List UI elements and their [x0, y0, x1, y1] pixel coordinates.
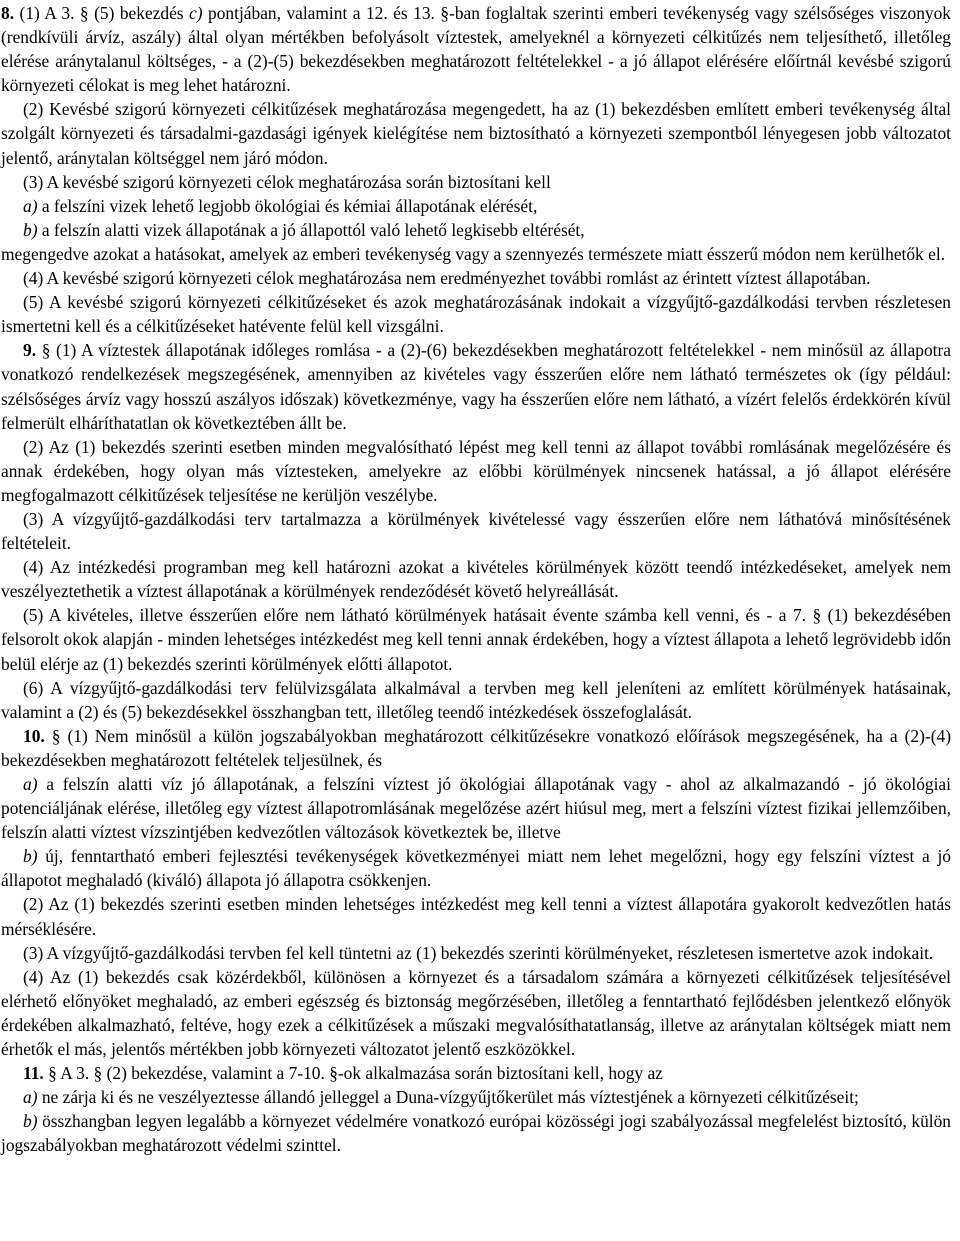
- section-9-paragraph-3: [1, 507, 951, 555]
- paragraph-text: (5) A kivételes, illetve ésszerűen előre nem látható körülmények hatásait évente számba kell venni, és - a 7. § (1) bekezdésében felsorolt okok alapján - minden lehetséges intézkedést meg kell tenni annak érdekében, hogy a víztest állapota a lehető legrövidebb időn belül elérje az (1) bekezdés szerinti körülmények előtti állapotot.: [1, 605, 951, 674]
- paragraph-text: § A 3. § (2) bekezdése, valamint a 7-10. §-ok alkalmazása során biztosítani kell, hogy az: [43, 1063, 663, 1084]
- paragraph-text: (2) Az (1) bekezdés szerinti esetben minden megvalósítható lépést meg kell tenni az állapot további romlásának megelőzésére és annak érdekében, hogy olyan más víztesteken, amelyekre az előbbi körülmények nincsenek hatással, a jó állapot elérésére megfogalmazott célkitűzések teljesítése ne kerüljön veszélybe.: [1, 436, 951, 505]
- section-11-paragraph-1: [1, 1061, 951, 1085]
- section-8-paragraph-5: [1, 290, 951, 338]
- point-letter: a): [23, 195, 38, 216]
- section-10-paragraph-1: [1, 724, 951, 772]
- paragraph-text: (5) A kevésbé szigorú környezeti célkitűzéseket és azok meghatározásának indokait a vízgyűjtő-gazdálkodási tervben részletesen ismertetni kell és a célkitűzéseket hatévente felül kell vizsgálni.: [1, 292, 951, 337]
- paragraph-text: a felszíni vizek lehető legjobb ökológiai és kémiai állapotának elérését,: [37, 195, 538, 216]
- section-9-paragraph-1: [1, 338, 951, 434]
- paragraph-text: pontjában, valamint a 12. és 13. §-ban foglaltak szerinti emberi tevékenység vagy szélsőséges viszonyok (rendkívüli árvíz, aszály) által olyan mértékben befolyásolt víztestek, amelyeknél a környezeti célkitűzés nem teljesíthető, illetőleg elérése aránytalanul költséges, - a (2)-(5) bekezdésekben meghatározott feltételekkel - a jó állapot elérésére előírtnál kevésbé szigorú környezeti célokat is meg lehet határozni.: [1, 3, 951, 96]
- paragraph-text: (2) Kevésbé szigorú környezeti célkitűzések meghatározása megengedett, ha az (1) bekezdésben említett emberi tevékenység által szolgált környezeti és társadalmi-gazdasági igények kielégítése nem biztosítható a környezeti szempontból lényegesen jobb változatot jelentő, aránytalan költséggel nem járó módon.: [1, 99, 951, 168]
- section-11-point-b: [1, 1109, 951, 1157]
- section-9-paragraph-5: [1, 603, 951, 675]
- paragraph-text: összhangban legyen legalább a környezet védelmére vonatkozó európai közösségi jogi szabályozással megfelelést biztosító, külön jogszabályokban meghatározott védelmi szinttel.: [1, 1111, 951, 1156]
- section-number: 11.: [23, 1063, 44, 1084]
- section-8-paragraph-3: [1, 170, 951, 194]
- paragraph-text: (4) A kevésbé szigorú környezeti célok meghatározása nem eredményezhet további romlást az érintett víztest állapotában.: [23, 268, 871, 289]
- paragraph-text: ne zárja ki és ne veszélyeztesse állandó jelleggel a Duna-vízgyűjtőkerület más víztestjének a környezeti célkitűzéseit;: [37, 1087, 859, 1108]
- section-10-paragraph-1-point-b: [1, 844, 951, 892]
- paragraph-text: megengedve azokat a hatásokat, amelyek az emberi tevékenység vagy a szennyezés természete miatt ésszerű módon nem kerülhetők el.: [1, 243, 946, 264]
- legal-text-page: [1, 1, 951, 1158]
- section-10-paragraph-1-point-a: [1, 772, 951, 844]
- paragraph-text: a felszín alatti vizek állapotának a jó állapottól való lehető legkisebb eltérését,: [37, 219, 585, 240]
- paragraph-text: a felszín alatti víz jó állapotának, a felszíni víztest jó ökológiai állapotának vagy - ahol az alkalmazandó - jó ökológiai potenciáljának elérése, illetőleg egy víztest állapotromlásának megelőzése azért hiúsul meg, mert a felszíni víztest fizikai jellemzőiben, felszín alatti víztest vízszintjében kedvezőtlen változások következtek be, illetve: [1, 774, 951, 843]
- paragraph-text: (4) Az intézkedési programban meg kell határozni azokat a kivételes körülmények között teendő intézkedéseket, amelyek nem veszélyeztethetik a víztest állapotának a körülmények rendeződését követő helyreállását.: [1, 557, 951, 602]
- point-letter: b): [23, 1111, 38, 1132]
- point-letter: b): [23, 219, 38, 240]
- paragraph-text: (3) A kevésbé szigorú környezeti célok meghatározása során biztosítani kell: [23, 171, 551, 192]
- paragraph-text: új, fenntartható emberi fejlesztési tevékenységek következményei miatt nem lehet megelőzni, hogy egy felszíni víztest a jó állapotot meghaladó (kiváló) állapota jó állapotra csökkenjen.: [1, 846, 951, 891]
- paragraph-text: (1) A 3. § (5) bekezdés: [14, 3, 190, 23]
- point-letter: a): [23, 1087, 38, 1108]
- paragraph-text: § (1) Nem minősül a külön jogszabályokban meghatározott célkitűzésekre vonatkozó előírások megszegésének, ha a (2)-(4) bekezdésekben meghatározott feltételek teljesülnek, és: [1, 725, 951, 770]
- paragraph-text: (3) A vízgyűjtő-gazdálkodási tervben fel kell tüntetni az (1) bekezdés szerinti körülményeket, részletesen ismertetve azok indokait.: [23, 942, 934, 963]
- point-letter: a): [23, 774, 38, 794]
- section-8-paragraph-3-closing: [1, 242, 951, 266]
- section-number: 8.: [1, 3, 15, 23]
- section-8-paragraph-3-point-b: [1, 218, 951, 242]
- paragraph-text: (4) Az (1) bekezdés csak közérdekből, különösen a környezet és a társadalom számára a környezeti célkitűzések teljesítésével elérhető előnyöket meghaladó, az emberi egészség és biztonság megőrzésében, illetőleg a fenntartható fejlődésben jelentkező előnyök érdekében alkalmazható, feltéve, hogy ezek a célkitűzések a műszaki megvalósíthatatlanság, illetve az aránytalan költségek miatt nem érhetők el más, jelentős mértékben jobb környezeti változatot jelentő eszközökkel.: [1, 966, 951, 1060]
- section-number: 9.: [23, 340, 37, 361]
- paragraph-text: (2) Az (1) bekezdés szerinti esetben minden lehetséges intézkedést meg kell tenni a víztest állapotára gyakorolt kedvezőtlen hatás mérséklésére.: [1, 894, 951, 939]
- section-10-paragraph-3: [1, 941, 951, 965]
- section-8-paragraph-1: [1, 1, 951, 97]
- section-9-paragraph-2: [1, 435, 951, 507]
- paragraph-text: § (1) A víztestek állapotának időleges romlása - a (2)-(6) bekezdésekben meghatározott feltételekkel - nem minősül az állapotra vonatkozó rendelkezések megszegésének, amennyiben az kivételes vagy ésszerűen előre nem látható természetes ok (így például: szélsőséges árvíz vagy hosszú aszályos időszak) következménye, vagy ha ésszerűen előre nem látható, a vízért felelős érdekkörén kívül felmerült elháríthatatlan ok következtében állt be.: [1, 340, 951, 433]
- paragraph-text: (6) A vízgyűjtő-gazdálkodási terv felülvizsgálata alkalmával a tervben meg kell jeleníteni az említett körülmények hatásainak, valamint a (2) és (5) bekezdésekkel összhangban tett, illetőleg teendő intézkedések összefoglalását.: [1, 677, 951, 722]
- section-8-paragraph-4: [1, 266, 951, 290]
- section-10-paragraph-4: [1, 965, 951, 1061]
- section-number: 10.: [23, 725, 45, 746]
- section-11-point-a: [1, 1085, 951, 1109]
- point-letter: c): [189, 3, 203, 23]
- paragraph-text: (3) A vízgyűjtő-gazdálkodási terv tartalmazza a körülmények kivételessé vagy ésszerűen előre nem láthatóvá minősítésének feltételeit.: [1, 508, 951, 554]
- section-9-paragraph-6: [1, 676, 951, 724]
- point-letter: b): [23, 846, 38, 867]
- section-10-paragraph-2: [1, 892, 951, 940]
- section-9-paragraph-4: [1, 555, 951, 603]
- section-8-paragraph-3-point-a: [1, 194, 951, 218]
- section-8-paragraph-2: [1, 97, 951, 169]
